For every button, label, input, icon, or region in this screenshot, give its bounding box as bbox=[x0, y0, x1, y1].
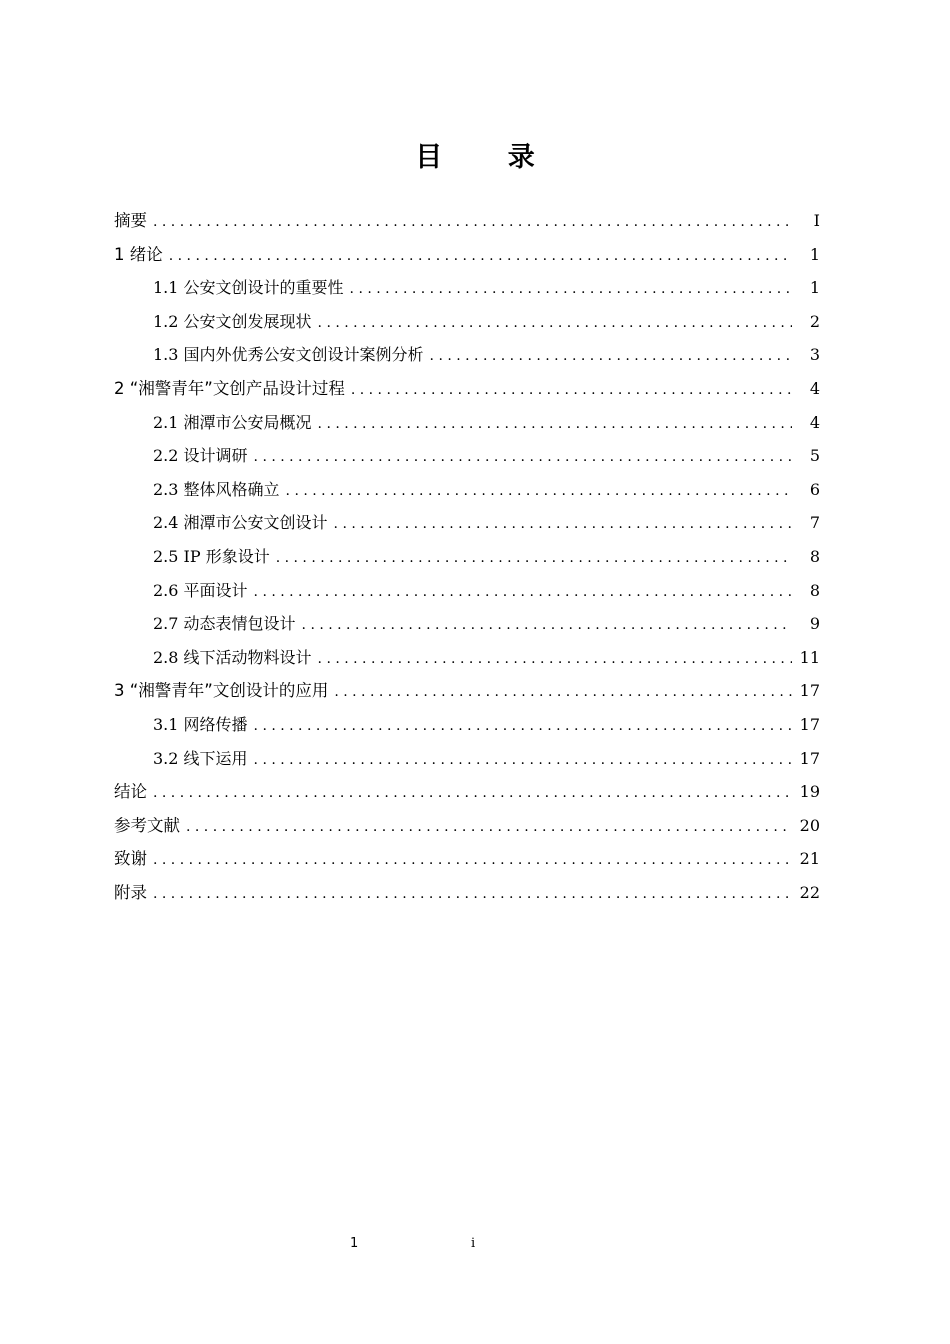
toc-entry[interactable] bbox=[114, 271, 820, 305]
toc-entry-label: 3.2 线下运用 bbox=[153, 748, 248, 768]
dot-leader bbox=[153, 878, 792, 912]
toc-entry-page: 1 bbox=[809, 278, 820, 298]
toc-entry-label: 3.1 网络传播 bbox=[153, 714, 248, 734]
toc-entry-page: 9 bbox=[809, 614, 820, 634]
toc-entry-label: 3 “湘警青年”文创设计的应用 bbox=[114, 681, 329, 701]
toc-entry[interactable] bbox=[114, 708, 820, 742]
footer-page-number: 1 bbox=[350, 1236, 359, 1251]
toc-entry-page: 1 bbox=[809, 244, 820, 264]
dot-leader bbox=[254, 576, 792, 610]
toc-entry[interactable] bbox=[114, 842, 820, 876]
toc-entry-label: 2.2 设计调研 bbox=[153, 446, 248, 466]
toc-entry-page: 8 bbox=[809, 580, 820, 600]
dot-leader bbox=[318, 643, 792, 677]
toc-entry-label: 1.3 国内外优秀公安文创设计案例分析 bbox=[153, 345, 424, 365]
toc-entry-page: 17 bbox=[799, 748, 820, 768]
toc-entry-label: 2.4 湘潭市公安文创设计 bbox=[153, 513, 328, 533]
footer-roman-page-number: i bbox=[471, 1236, 476, 1251]
toc-entry-label: 1 绪论 bbox=[114, 244, 163, 264]
toc-entry[interactable] bbox=[114, 338, 820, 372]
toc-entry-label: 2.1 湘潭市公安局概况 bbox=[153, 412, 312, 432]
toc-entry-label: 2.5 IP 形象设计 bbox=[153, 546, 270, 566]
toc-entry-page: I bbox=[813, 211, 820, 230]
dot-leader bbox=[334, 508, 792, 542]
dot-leader bbox=[254, 744, 792, 778]
dot-leader bbox=[334, 676, 792, 710]
page-title: 目 录 bbox=[415, 142, 563, 173]
toc-entry-page: 4 bbox=[809, 378, 820, 398]
toc-entry[interactable] bbox=[114, 372, 820, 406]
toc-entry-label: 2.7 动态表情包设计 bbox=[153, 614, 296, 634]
dot-leader bbox=[302, 609, 792, 643]
toc-entry-label: 2.8 线下活动物料设计 bbox=[153, 647, 312, 667]
toc-entry-label: 结论 bbox=[114, 782, 147, 802]
toc-entry-label: 参考文献 bbox=[114, 815, 180, 835]
toc-entry-page: 21 bbox=[799, 849, 820, 869]
dot-leader bbox=[350, 273, 792, 307]
toc-entry-label: 附录 bbox=[114, 882, 147, 902]
toc-entry[interactable] bbox=[114, 809, 820, 843]
toc-entry-label: 摘要 bbox=[114, 211, 147, 230]
toc-entry[interactable] bbox=[114, 876, 820, 910]
toc-entry[interactable] bbox=[114, 775, 820, 809]
toc-entry[interactable] bbox=[114, 204, 820, 238]
toc-entry[interactable] bbox=[114, 574, 820, 608]
toc-entry-page: 8 bbox=[809, 546, 820, 566]
dot-leader bbox=[153, 777, 792, 811]
toc-entry-page: 7 bbox=[809, 513, 820, 533]
dot-leader bbox=[318, 307, 792, 341]
dot-leader bbox=[351, 374, 792, 408]
toc-entry[interactable] bbox=[114, 439, 820, 473]
dot-leader bbox=[430, 340, 792, 374]
toc-entry-page: 2 bbox=[809, 311, 820, 331]
dot-leader bbox=[153, 206, 792, 240]
toc-entry[interactable] bbox=[114, 238, 820, 272]
toc-entry[interactable] bbox=[114, 607, 820, 641]
dot-leader bbox=[318, 408, 792, 442]
toc-entry[interactable] bbox=[114, 406, 820, 440]
toc-entry-page: 17 bbox=[799, 714, 820, 734]
dot-leader bbox=[286, 475, 792, 509]
toc-entry-page: 19 bbox=[799, 782, 820, 802]
toc-entry-page: 20 bbox=[799, 815, 820, 835]
toc-entry[interactable] bbox=[114, 540, 820, 574]
toc-entry-label: 2.3 整体风格确立 bbox=[153, 479, 280, 499]
dot-leader bbox=[186, 811, 792, 845]
toc-entry-page: 3 bbox=[809, 345, 820, 365]
toc-entry-label: 2.6 平面设计 bbox=[153, 580, 248, 600]
toc-entry-page: 4 bbox=[809, 412, 820, 432]
toc-entry[interactable] bbox=[114, 305, 820, 339]
toc-entry-page: 6 bbox=[809, 479, 820, 499]
toc-entry[interactable] bbox=[114, 506, 820, 540]
toc-entry-page: 11 bbox=[799, 647, 820, 667]
dot-leader bbox=[254, 441, 792, 475]
toc-entry[interactable] bbox=[114, 641, 820, 675]
dot-leader bbox=[169, 240, 792, 274]
toc-entry-label: 致谢 bbox=[114, 849, 147, 869]
toc-entry[interactable] bbox=[114, 674, 820, 708]
toc-entry[interactable] bbox=[114, 742, 820, 776]
toc-entry[interactable] bbox=[114, 473, 820, 507]
table-of-contents bbox=[114, 204, 820, 909]
toc-entry-label: 2 “湘警青年”文创产品设计过程 bbox=[114, 378, 345, 398]
dot-leader bbox=[254, 710, 792, 744]
dot-leader bbox=[153, 844, 792, 878]
toc-entry-page: 5 bbox=[809, 446, 820, 466]
toc-entry-label: 1.1 公安文创设计的重要性 bbox=[153, 278, 344, 298]
dot-leader bbox=[276, 542, 792, 576]
toc-entry-page: 22 bbox=[799, 882, 820, 902]
toc-entry-label: 1.2 公安文创发展现状 bbox=[153, 311, 312, 331]
toc-entry-page: 17 bbox=[799, 681, 820, 701]
